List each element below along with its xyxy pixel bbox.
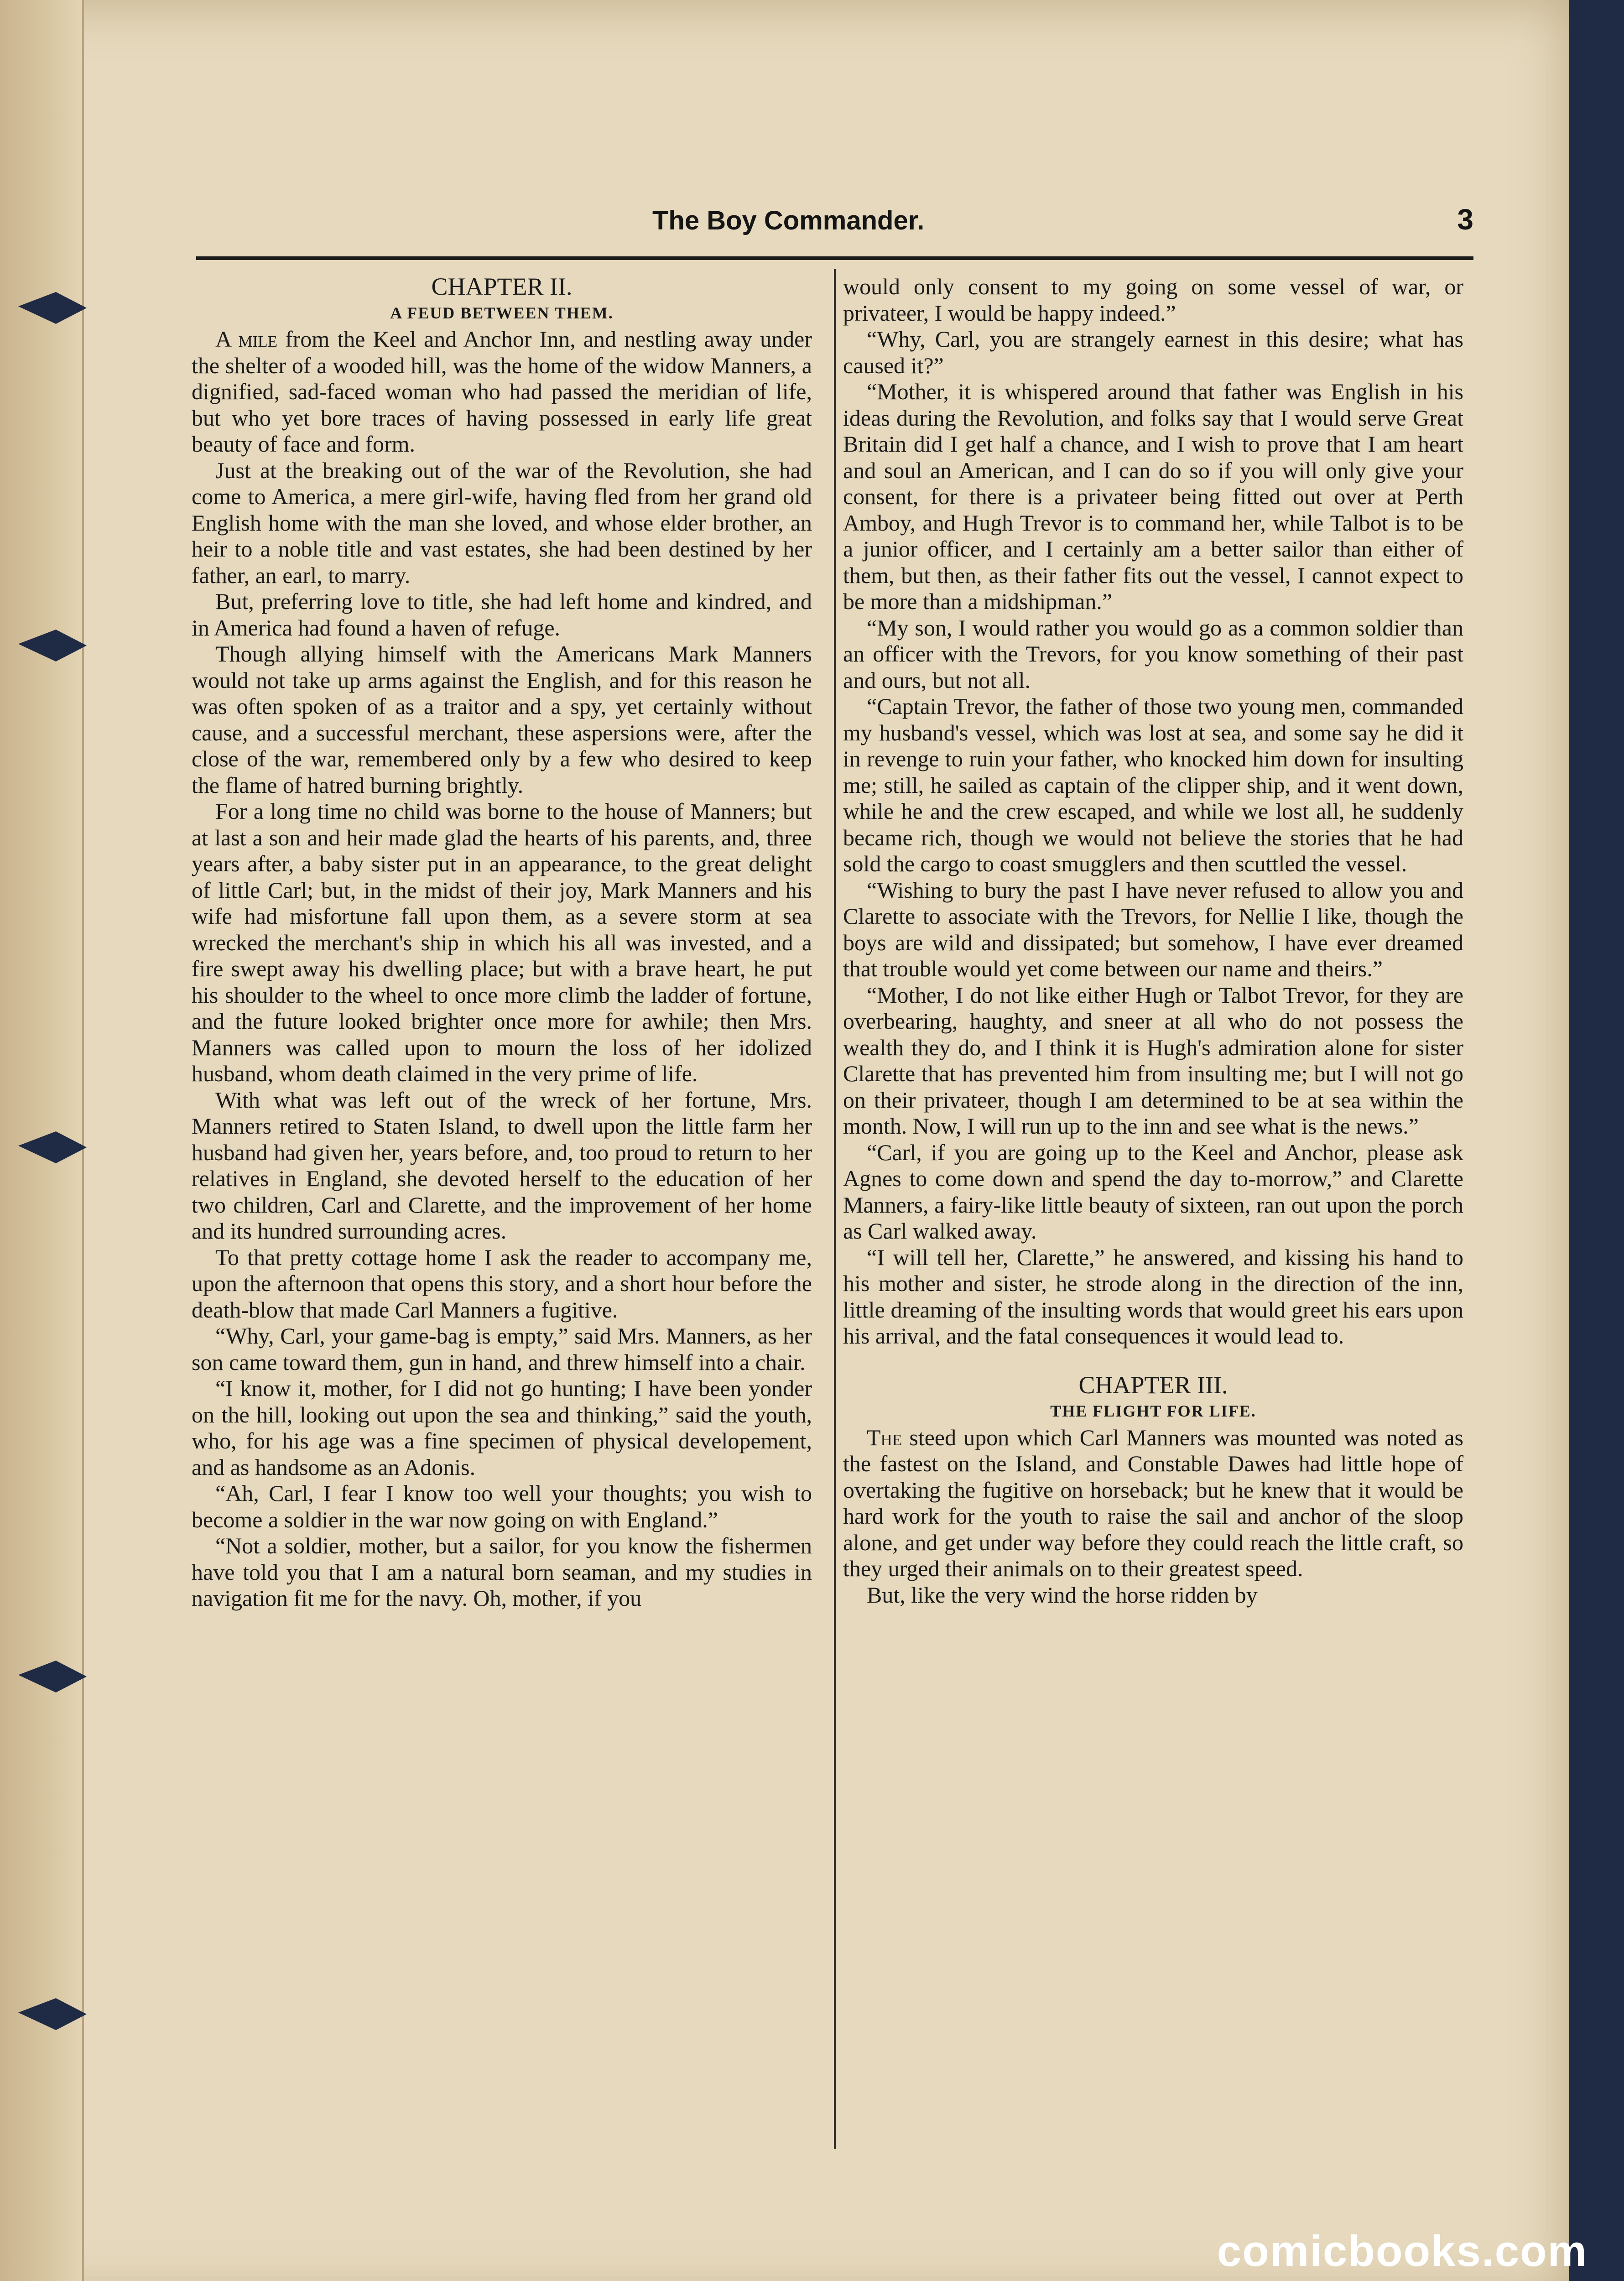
running-title: The Boy Commander. — [652, 206, 925, 235]
binding-stitch — [18, 1661, 87, 1693]
paragraph: “Mother, it is whispered around that father was English in his ideas during the Revolution, and folks say that I would serve Great Britain did I get half a chance, and I wish to prove that I am heart and soul an American, and I can do so if you will only give your consent, for there is a privateer being fitted out over at Perth Amboy, and Hugh Trevor is to command her, while Talbot is to be a junior officer, and I certainly am a better sailor than either of them, but then, as their father fits out the vessel, I cannot expect to be more than a midshipman.” — [843, 379, 1463, 614]
paragraph: “Not a soldier, mother, but a sailor, for you know the fishermen have told you that I am a natural born seaman, and my studies in navigation fit me for the navy. Oh, mother, if you — [192, 1533, 812, 1611]
paragraph: A mile from the Keel and Anchor Inn, and nestling away under the shelter of a wooded hill, was the home of the widow Manners, a dignified, sad-faced woman who had passed the meridian of life, but who yet bore traces of having possessed in early life great beauty of face and form. — [192, 326, 812, 457]
paragraph: Though allying himself with the Americans Mark Manners would not take up arms against the English, and for this reason he was often spoken of as a traitor and a spy, yet certainly without cause, and a successful merchant, these aspersions were, after the close of the war, remembered only by a few who desired to keep the flame of hatred burning brightly. — [192, 641, 812, 798]
page-binding — [0, 0, 84, 2281]
paragraph: But, preferring love to title, she had left home and kindred, and in America had found a haven of refuge. — [192, 588, 812, 641]
chapter-heading: CHAPTER III. — [1078, 1371, 1228, 1399]
lead-word: A mile — [215, 326, 277, 352]
paragraph: “Why, Carl, your game-bag is empty,” said Mrs. Manners, as her son came toward them, gun in hand, and threw himself into a chair. — [192, 1323, 812, 1375]
page-number: 3 — [1457, 203, 1473, 236]
paragraph: But, like the very wind the horse ridden by — [867, 1582, 1258, 1608]
paragraph: “Why, Carl, you are strangely earnest in this desire; what has caused it?” — [843, 326, 1463, 378]
chapter-heading: CHAPTER II. — [431, 273, 573, 300]
binding-stitch — [18, 1998, 87, 2030]
lead-word: The — [867, 1424, 902, 1450]
running-header — [196, 196, 1473, 251]
paragraph: “Carl, if you are going up to the Keel and Anchor, please ask Agnes to come down and spend the day to-morrow,” and Clarette Manners, a fairy-like little beauty of sixteen, ran out upon the porch as Carl walked away. — [843, 1139, 1463, 1244]
paragraph: “Ah, Carl, I fear I know too well your thoughts; you wish to become a soldier in the war now going on with England.” — [192, 1480, 812, 1532]
paragraph: “I will tell her, Clarette,” he answered, and kissing his hand to his mother and sister, he strode along in the direction of the inn, little dreaming of the insulting words that would greet his ears upon his arrival, and the fatal consequences it would lead to. — [843, 1244, 1463, 1349]
paragraph: “Wishing to bury the past I have never refused to allow you and Clarette to associate with the Trevors, for Nellie I like, though the boys are wild and dissipated; but somehow, I have ever dreamed that trouble would yet come between our name and theirs.” — [843, 877, 1463, 981]
left-column — [192, 274, 812, 1612]
right-column — [843, 274, 1463, 1608]
column-divider — [834, 269, 836, 2149]
paragraph: To that pretty cottage home I ask the reader to accompany me, upon the afternoon that opens this story, and a short hour before the death-blow that made Carl Manners a fugitive. — [192, 1244, 812, 1323]
paragraph: For a long time no child was borne to the house of Manners; but at last a son and heir made glad the hearts of his parents, and, three years after, a baby sister put in an appearance, to the great delight of little Carl; but, in the midst of their joy, Mark Manners and his wife had misfortune fall upon them, as a severe storm at sea wrecked the merchant's ship in which his all was invested, and a fire swept away his dwelling place; but with a brave heart, he put his shoulder to the wheel to once more climb the ladder of fortune, and the future looked brighter once more for awhile; then Mrs. Manners was called upon to mourn the loss of her idolized husband, whom death claimed in the very prime of life. — [192, 798, 812, 1086]
binding-stitch — [18, 1131, 87, 1163]
paragraph: “Captain Trevor, the father of those two young men, commanded my husband's vessel, which was lost at sea, and some say he did it in revenge to ruin your father, who knocked him down for insulting me; still, he sailed as captain of the clipper ship, and it went down, while he and the crew escaped, and while we lost all, he suddenly became rich, though we would not believe the stories that he had sold the cargo to coast smugglers and then scuttled the vessel. — [843, 693, 1463, 876]
paragraph: The steed upon which Carl Manners was mounted was noted as the fastest on the Island, and Constable Dawes had little hope of overtaking the fugitive on horseback; but he knew that it would be hard work for the youth to raise the sail and anchor of the sloop alone, and get under way before they could reach the little craft, so they urged their animals on to their greatest speed. — [843, 1424, 1463, 1581]
chapter-subtitle: A FEUD BETWEEN THEM. — [390, 303, 614, 322]
chapter-subtitle: THE FLIGHT FOR LIFE. — [1050, 1402, 1256, 1420]
watermark: comicbooks.com — [1217, 2227, 1588, 2276]
binding-stitch — [18, 630, 87, 661]
paragraph: With what was left out of the wreck of her fortune, Mrs. Manners retired to Staten Island, to dwell upon the little farm her husband had given her, years before, and, too proud to return to her relatives in England, she devoted herself to the education of her two children, Carl and Clarette, and the improvement of her home and its hundred surrounding acres. — [192, 1087, 812, 1244]
paragraph: would only consent to my going on some vessel of war, or privateer, I would be happy indeed.” — [843, 274, 1463, 326]
binding-stitch — [18, 292, 87, 324]
paragraph: “Mother, I do not like either Hugh or Talbot Trevor, for they are overbearing, haughty, and sneer at all who do not possess the wealth they do, and I think it is Hugh's admiration alone for sister Clarette that has prevented him from insulting me; but I will not go on their privateer, though I am determined to be at sea within the month. Now, I will run up to the inn and see what is the news.” — [843, 982, 1463, 1139]
paragraph: “I know it, mother, for I did not go hunting; I have been yonder on the hill, looking out upon the sea and thinking,” said the youth, who, for his age was a fine specimen of physical developement, and as handsome as an Adonis. — [192, 1375, 812, 1480]
paragraph: Just at the breaking out of the war of the Revolution, she had come to America, a mere girl-wife, having fled from her grand old English home with the man she loved, and whose elder brother, an heir to a noble title and vast estates, she had been destined by her father, an earl, to marry. — [192, 457, 812, 588]
paragraph: “My son, I would rather you would go as a common soldier than an officer with the Trevors, for you know something of their past and ours, but not all. — [843, 615, 1463, 693]
header-rule — [196, 256, 1473, 260]
